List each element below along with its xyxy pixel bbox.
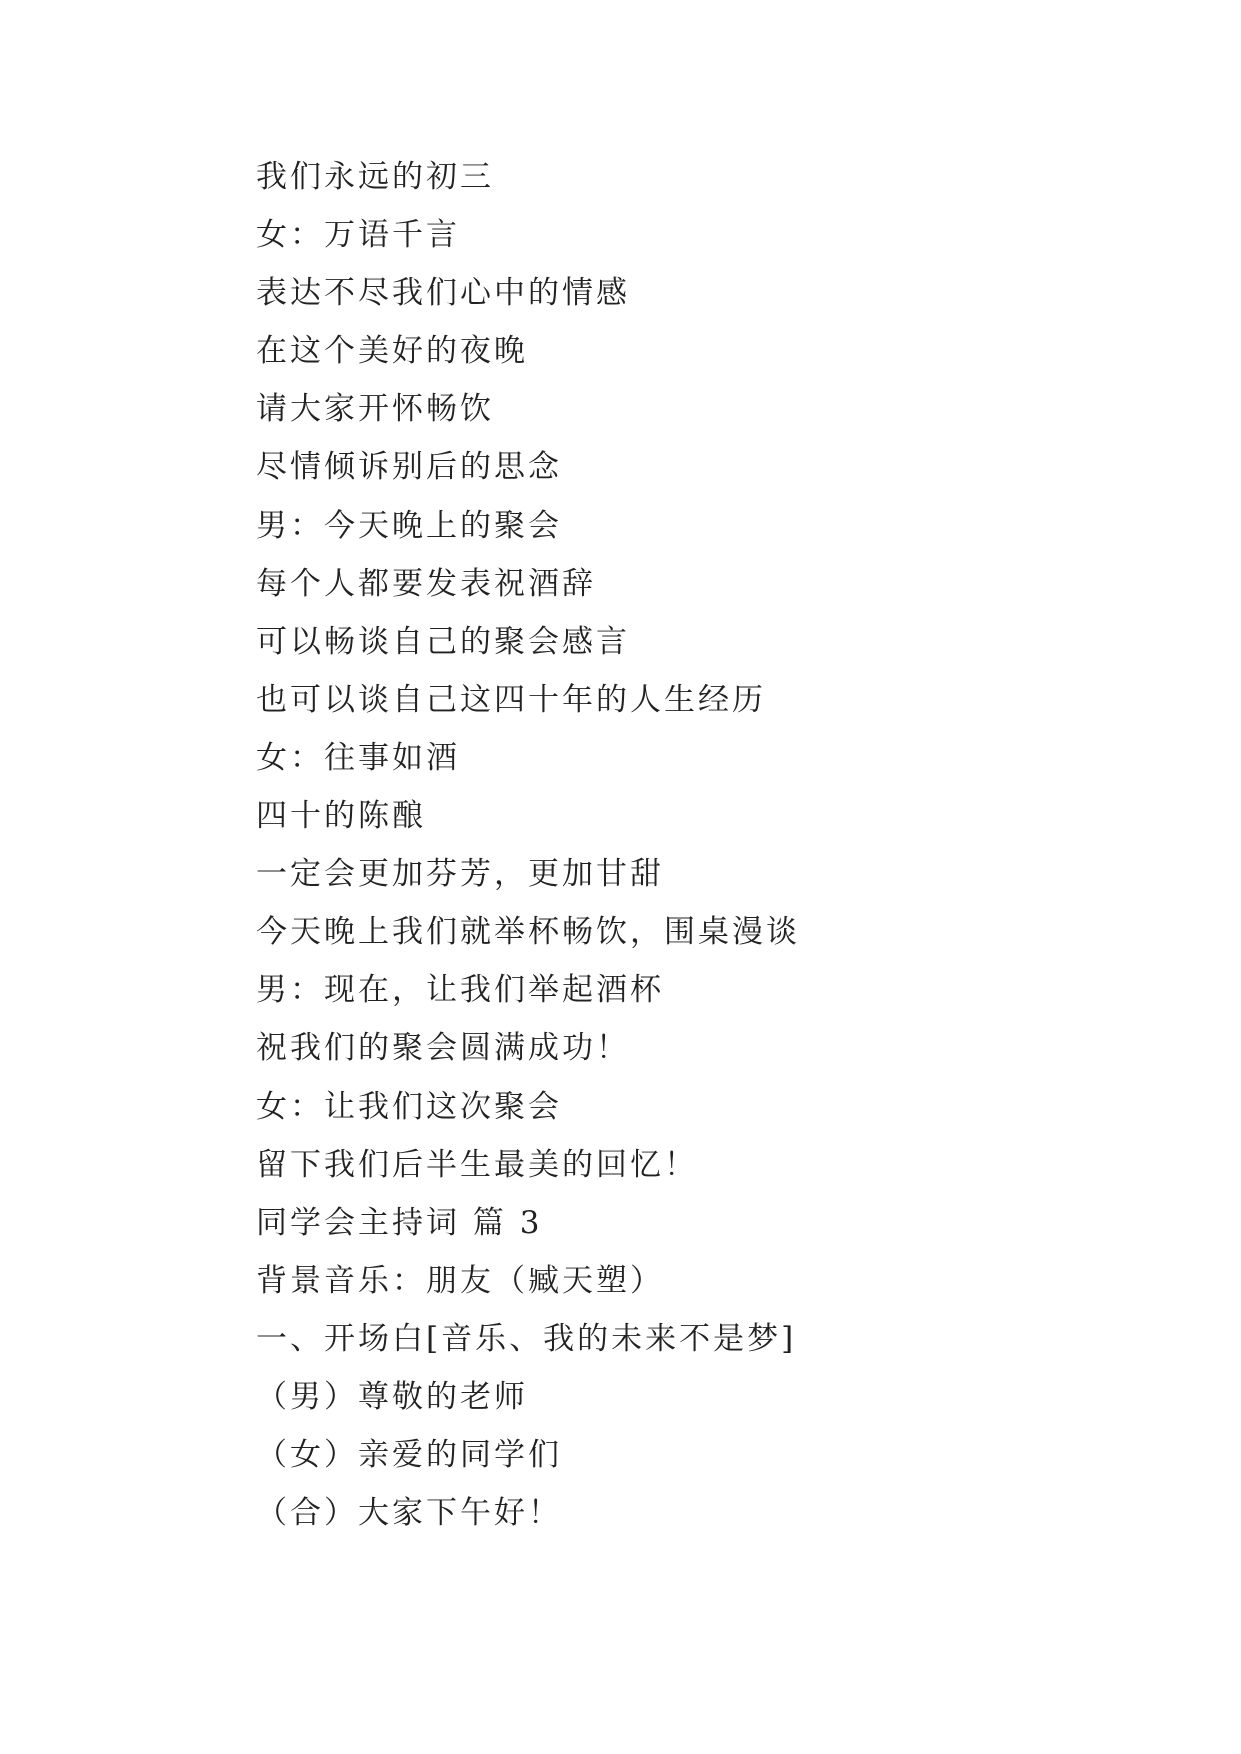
document-body <box>256 160 1156 1542</box>
text-line: 一定会更加芬芳，更加甘甜 <box>256 856 664 893</box>
text-line: 男：现在，让我们举起酒杯 <box>256 972 664 1009</box>
text-line: 女：往事如酒 <box>256 739 460 776</box>
text-line: 表达不尽我们心中的情感 <box>256 275 630 312</box>
text-line: （合）大家下午好！ <box>256 1495 562 1532</box>
text-line: 背景音乐：朋友（臧天塑） <box>256 1262 664 1299</box>
text-line: 女：万语千言 <box>256 217 460 254</box>
text-line: 留下我们后半生最美的回忆！ <box>256 1146 698 1183</box>
text-line: 也可以谈自己这四十年的人生经历 <box>256 681 766 718</box>
text-line: 我们永远的初三 <box>256 159 494 195</box>
text-line: 请大家开怀畅饮 <box>256 391 494 428</box>
text-line: 可以畅谈自己的聚会感言 <box>256 623 630 660</box>
text-line: （女）亲爱的同学们 <box>256 1437 562 1474</box>
text-line: 女：让我们这次聚会 <box>256 1088 562 1125</box>
text-line: 男：今天晚上的聚会 <box>256 507 562 544</box>
section-heading: 同学会主持词 篇 3 <box>256 1204 543 1241</box>
text-line: （男）尊敬的老师 <box>256 1378 528 1415</box>
text-line: 一、开场白[音乐、我的未来不是梦] <box>256 1320 797 1357</box>
text-line: 每个人都要发表祝酒辞 <box>256 565 596 602</box>
text-line: 在这个美好的夜晚 <box>256 333 528 370</box>
text-line: 尽情倾诉别后的思念 <box>256 449 562 486</box>
text-line: 祝我们的聚会圆满成功！ <box>256 1030 630 1067</box>
text-line: 今天晚上我们就举杯畅饮，围桌漫谈 <box>256 914 800 951</box>
text-line: 四十的陈酿 <box>256 798 426 835</box>
